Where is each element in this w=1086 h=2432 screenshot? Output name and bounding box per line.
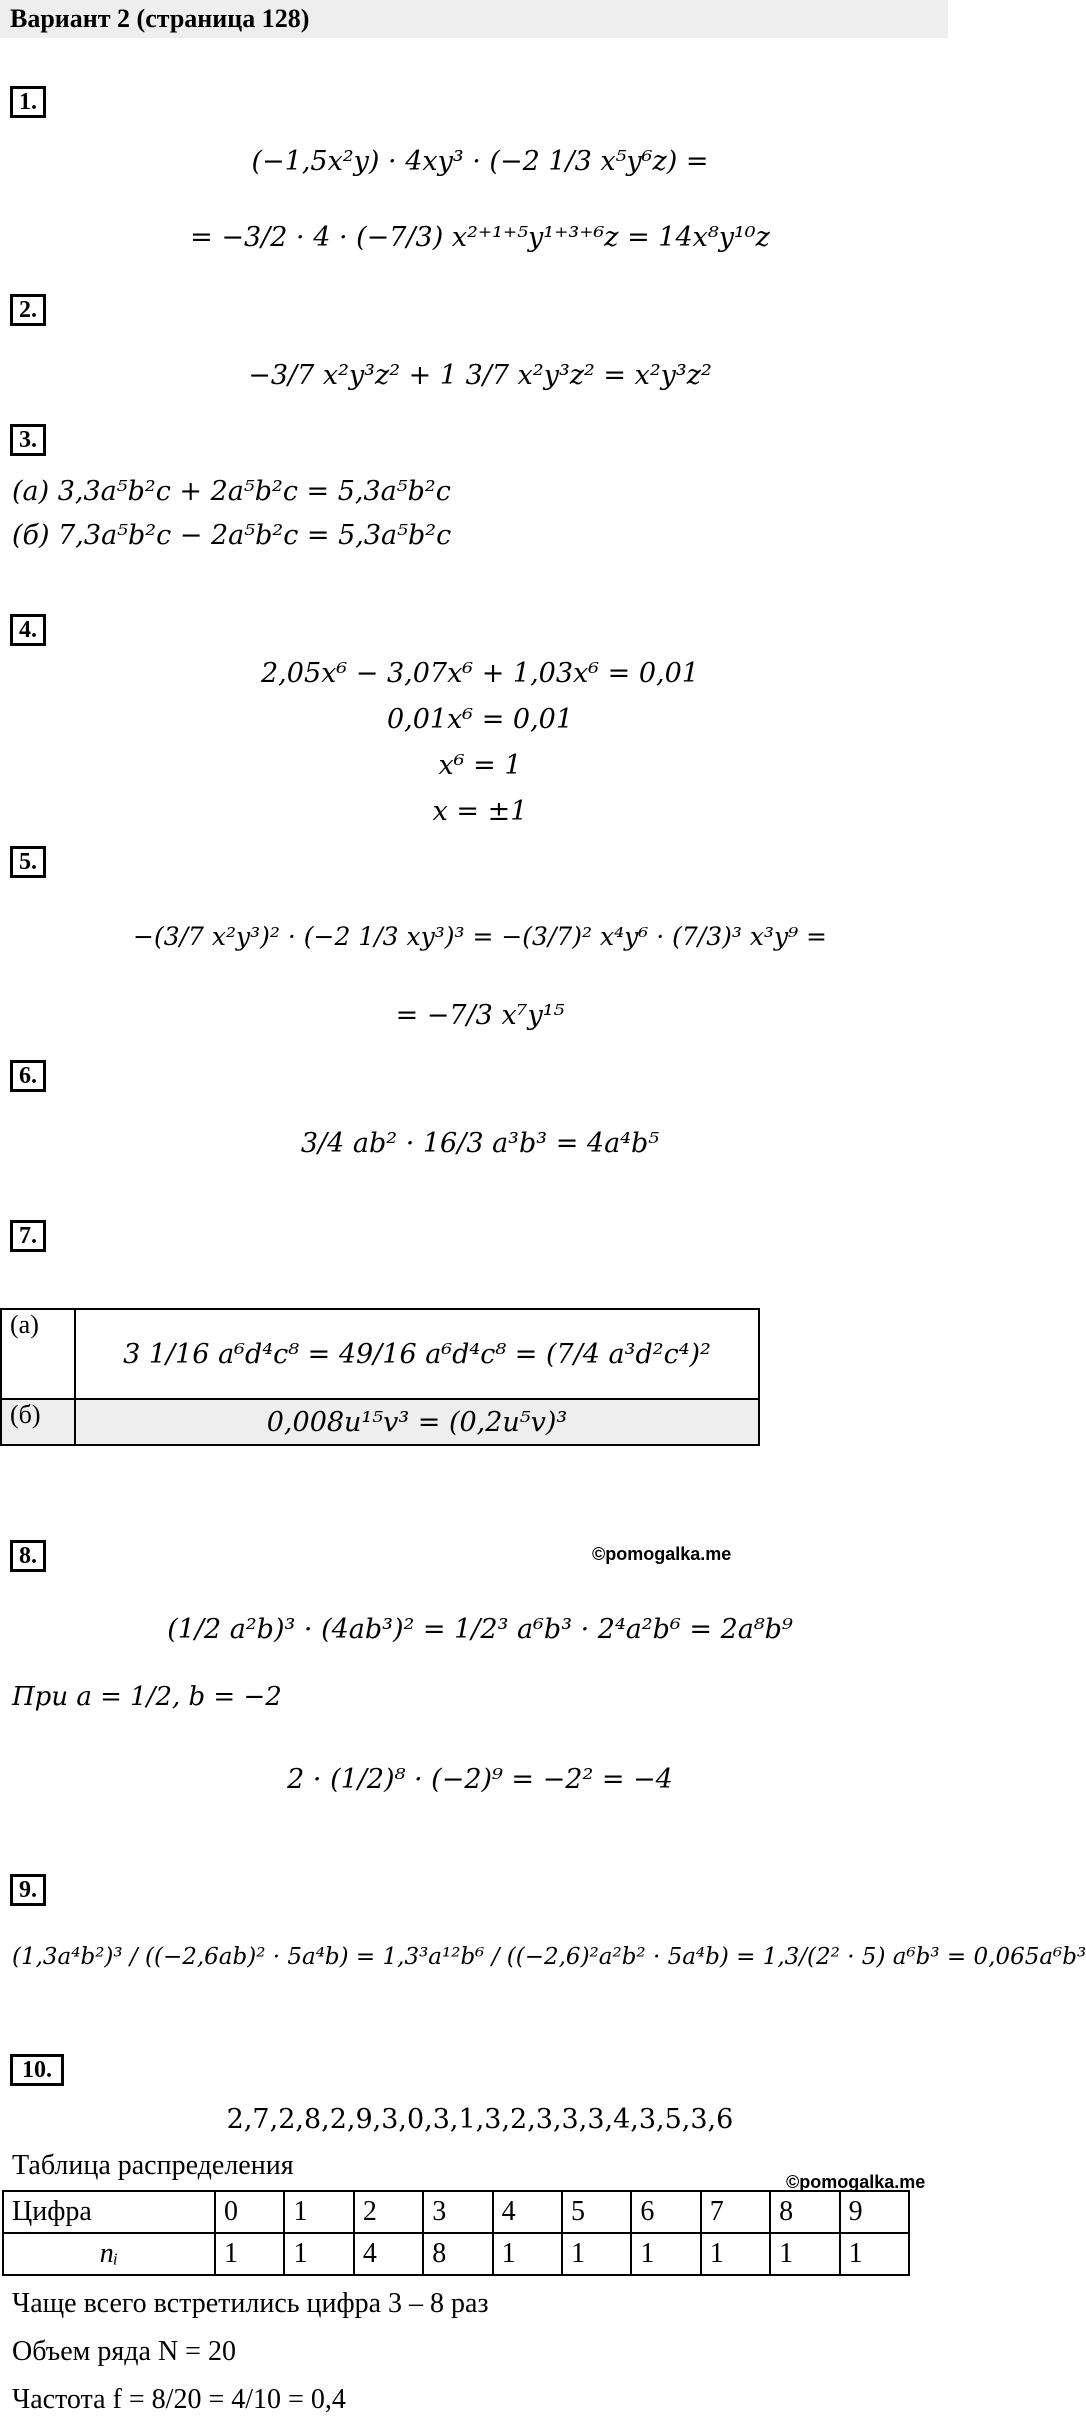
table-cell: 0	[215, 2191, 284, 2233]
table-cell: 1	[840, 2233, 909, 2275]
task2-line1: −3/7 x²y³z² + 1 3/7 x²y³z² = x²y³z²	[248, 360, 712, 391]
watermark: ©pomogalka.me	[592, 1544, 732, 1564]
task10-series: 2,7,2,8,2,9,3,0,3,1,3,2,3,3,3,4,3,5,3,6	[226, 2104, 734, 2135]
table-cell: 1	[562, 2233, 631, 2275]
task3-b: (б) 7,3a⁵b²c − 2a⁵b²c = 5,3a⁵b²c	[12, 520, 452, 551]
task10-conclusion: Чаще всего встретились цифра 3 – 8 раз	[12, 2288, 489, 2319]
task-number-9: 9.	[10, 1874, 46, 1906]
table-cell: 1	[631, 2233, 700, 2275]
task-number-6: 6.	[10, 1060, 46, 1092]
distribution-table	[2, 2190, 910, 2276]
task7-row-b	[1, 1399, 759, 1445]
task5-line2: = −7/3 x⁷y¹⁵	[395, 1000, 565, 1031]
table-cell: 1	[770, 2233, 839, 2275]
table-cell: 1	[284, 2233, 353, 2275]
task8-line3: 2 · (1/2)⁸ · (−2)⁹ = −2² = −4	[287, 1764, 673, 1795]
table-cell: 4	[354, 2233, 423, 2275]
task6-line1: 3/4 ab² · 16/3 a³b³ = 4a⁴b⁵	[300, 1128, 660, 1159]
task-number-3: 3.	[10, 424, 46, 456]
task1-line2: = −3/2 · 4 · (−7/3) x²⁺¹⁺⁵y¹⁺³⁺⁶z = 14x⁸y¹⁰z	[190, 222, 770, 253]
task10-volume: Объем ряда N = 20	[12, 2336, 236, 2367]
table-cell: 8	[770, 2191, 839, 2233]
task7-label-b: (б)	[1, 1399, 75, 1445]
table-cell: 1	[701, 2233, 770, 2275]
task8-line2: При a = 1/2, b = −2	[12, 1682, 282, 1712]
table-cell: 1	[493, 2233, 562, 2275]
task7-row-a	[1, 1309, 759, 1399]
task-number-10: 10.	[10, 2054, 64, 2086]
task-number-5: 5.	[10, 846, 46, 878]
table-cell: 1	[215, 2233, 284, 2275]
task-number-2: 2.	[10, 294, 46, 326]
distribution-row-digits	[3, 2191, 909, 2233]
table-cell: 9	[840, 2191, 909, 2233]
table-cell: 1	[284, 2191, 353, 2233]
task4-line4: x = ±1	[432, 796, 528, 827]
task7-table	[0, 1308, 760, 1446]
table-cell: Цифра	[3, 2191, 215, 2233]
task-number-7: 7.	[10, 1220, 46, 1252]
task3-a: (а) 3,3a⁵b²c + 2a⁵b²c = 5,3a⁵b²c	[12, 476, 451, 507]
task1-line1: (−1,5x²y) · 4xy³ · (−2 1/3 x⁵y⁶z) =	[251, 146, 709, 177]
watermark: ©pomogalka.me	[786, 2172, 926, 2192]
task9-line1: (1,3a⁴b²)³ / ((−2,6ab)² · 5a⁴b) = 1,3³a¹²b⁶ / ((−2,6)²a²b² · 5a⁴b) = 1,3/(2² · 5) a⁶b³ = 0,065a⁶b³	[12, 1944, 1086, 1970]
page-header	[0, 0, 948, 38]
page-title: Вариант 2 (страница 128)	[10, 4, 310, 33]
task7-label-a: (а)	[1, 1309, 75, 1399]
table-cell: 5	[562, 2191, 631, 2233]
task10-table-title: Таблица распределения	[12, 2150, 294, 2181]
table-cell: 3	[423, 2191, 492, 2233]
table-cell: 4	[493, 2191, 562, 2233]
table-cell: nᵢ	[3, 2233, 215, 2275]
table-cell: 8	[423, 2233, 492, 2275]
task4-line2: 0,01x⁶ = 0,01	[386, 704, 574, 735]
table-cell: 2	[354, 2191, 423, 2233]
task-number-4: 4.	[10, 614, 46, 646]
task4-line1: 2,05x⁶ − 3,07x⁶ + 1,03x⁶ = 0,01	[261, 658, 699, 689]
task7-expr-b: 0,008u¹⁵v³ = (0,2u⁵v)³	[75, 1399, 759, 1445]
task4-line3: x⁶ = 1	[438, 750, 522, 781]
task8-line1: (1/2 a²b)³ · (4ab³)² = 1/2³ a⁶b³ · 2⁴a²b⁶ = 2a⁸b⁹	[167, 1614, 793, 1645]
distribution-row-counts	[3, 2233, 909, 2275]
task-number-1: 1.	[10, 86, 46, 118]
task10-frequency: Частота f = 8/20 = 4/10 = 0,4	[12, 2384, 346, 2415]
table-cell: 6	[631, 2191, 700, 2233]
task7-expr-a: 3 1/16 a⁶d⁴c⁸ = 49/16 a⁶d⁴c⁸ = (7/4 a³d²c⁴)²	[75, 1309, 759, 1399]
table-cell: 7	[701, 2191, 770, 2233]
task5-line1: −(3/7 x²y³)² · (−2 1/3 xy³)³ = −(3/7)² x⁴y⁶ · (7/3)³ x³y⁹ =	[133, 922, 827, 951]
task-number-8: 8.	[10, 1540, 46, 1572]
